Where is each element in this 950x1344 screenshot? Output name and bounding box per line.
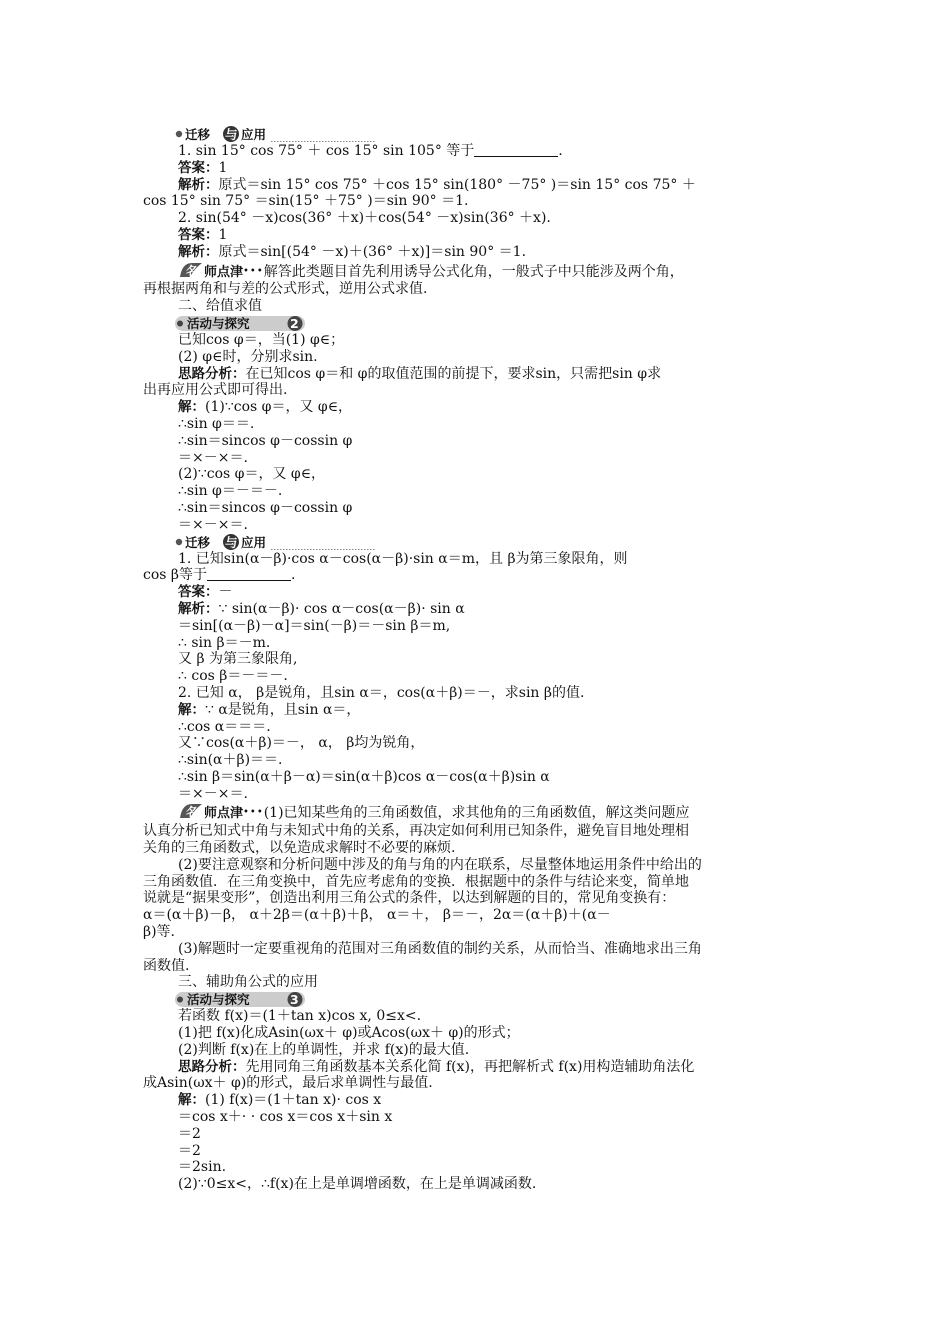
question-b2: 2. 已知 α， β是锐角，且sin α＝，cos(α＋β)＝－，求sin β的值. <box>178 684 585 701</box>
section-header-transfer-apply <box>175 126 808 143</box>
thinking-2a: 思路分析：在已知cos φ＝和 φ的取值范围的前提下，要求sin，只需把sin φ求 <box>178 365 662 382</box>
answer-1: 答案：1 <box>178 159 228 176</box>
solution-3-line3: ＝2 <box>178 1125 201 1142</box>
teacher-tip-badge <box>178 802 204 820</box>
teacher-tip-2g: α＝(α＋β)－β， α＋2β＝(α＋β)＋β， α＝＋， β＝－，2α＝(α＋β)＋(α－ <box>143 907 611 924</box>
teacher-tip-1a: 名 师点津•••解答此类题目首先利用诱导公式化角，一般式子中只能涉及两个角， <box>143 261 808 282</box>
teacher-tip-2i: (3)解题时一定要重视角的范围对三角函数值的制约关系，从而恰当、准确地求出三角 <box>178 940 702 957</box>
solution-3-line5: ＝2sin. <box>178 1159 227 1176</box>
problem-3-line1: 若函数 f(x)＝(1＋tan x)cos x, 0≤x<. <box>178 1008 422 1025</box>
teacher-tip-2f: 说就是“据果变形”，创造出利用三角公式的条件，以达到解题的目的，常见角变换有： <box>143 890 676 907</box>
analysis-b1c: ∴ sin β＝－m. <box>178 634 271 651</box>
solution-2-line1: 解：(1)∵cos φ＝，又 φ∈， <box>178 399 353 416</box>
solution-2-line6: ∴sin φ＝－＝－. <box>178 483 283 500</box>
teacher-tip-badge <box>178 261 204 279</box>
teacher-tip-2e: 三角函数值．在三角变换中，首先应考虑角的变换．根据题中的条件与结论来变，简单地 <box>143 873 689 890</box>
thinking-3b: 成Asin(ωx＋ φ)的形式，最后求单调性与最值. <box>143 1075 433 1092</box>
svg-text:名: 名 <box>186 805 199 820</box>
problem-3-line3: (2)判断 f(x)在上的单调性，并求 f(x)的最大值. <box>178 1041 470 1058</box>
solution-3-line2: ＝cos x＋· · cos x＝cos x＋sin x <box>178 1109 393 1126</box>
teacher-tip-1b: 再根据两角和与差的公式形式，逆用公式求值. <box>143 281 428 298</box>
problem-2-line2: (2) φ∈时，分别求sin. <box>178 348 318 365</box>
solution-2-line2: ∴sin φ＝＝. <box>178 415 255 432</box>
header-text-left: 迁移 <box>185 127 211 142</box>
analysis-1a: 解析：原式＝sin 15° cos 75° ＋cos 15° sin(180° －75° )＝sin 15° cos 75° ＋ <box>178 176 696 193</box>
teacher-tip-2h: β)等. <box>143 924 176 941</box>
solution-2-line8: ＝×－×＝. <box>178 516 248 533</box>
part-3-heading: 三、辅助角公式的应用 <box>178 974 318 991</box>
question-1: 1. sin 15° cos 75° ＋ cos 15° sin 105° 等于 . <box>178 143 563 159</box>
analysis-b1a: 解析：∵ sin(α－β)· cos α－cos(α－β)· sin α <box>178 600 465 617</box>
teacher-tip-2a: 名 师点津•••(1)已知某些角的三角函数值，求其他角的三角函数值，解这类问题应 <box>143 802 808 823</box>
solution-2-line3: ∴sin＝sincos φ－cossin φ <box>178 432 353 449</box>
part-2-heading: 二、给值求值 <box>178 298 262 315</box>
analysis-b1e: ∴ cos β＝－＝－. <box>178 668 288 685</box>
solution-3-line4: ＝2 <box>178 1142 201 1159</box>
question-b1b: cos β等于 . <box>143 567 296 584</box>
solution-3-line6: (2)∵0≤x<，∴f(x)在上是单调增函数，在上是单调减函数. <box>178 1176 537 1193</box>
answer-b1: 答案：－ <box>178 584 233 601</box>
header-text-right: 应用 <box>241 127 267 142</box>
teacher-tip-2d: (2)要注意观察和分析问题中涉及的角与角的内在联系，尽量整体地运用条件中给出的 <box>178 856 702 873</box>
section-header-transfer-apply-2: 迁移 与 应用 <box>175 534 808 551</box>
teacher-tip-2b: 认真分析已知式中角与未知式中角的关系，再决定如何利用已知条件，避免盲目地处理相 <box>143 823 689 840</box>
svg-text:名: 名 <box>186 263 199 278</box>
solution-b2c: 又∵cos(α＋β)＝－， α， β均为锐角， <box>178 735 425 752</box>
header-badge: 与 <box>225 127 238 142</box>
solution-b2d: ∴sin(α＋β)＝＝. <box>178 752 283 769</box>
document-page <box>143 126 808 1193</box>
question-b1a: 1. 已知sin(α－β)·cos α－cos(α－β)·sin α＝m，且 β为第三象限角，则 <box>178 550 628 567</box>
activity-header-2: 活动与探究 2 <box>175 315 808 332</box>
question-2: 2. sin(54° －x)cos(36° ＋x)＋cos(54° －x)sin(36° ＋x). <box>178 210 551 227</box>
teacher-tip-2j: 函数值. <box>143 957 190 974</box>
analysis-2: 解析：原式＝sin[(54° －x)＋(36° ＋x)]＝sin 90° ＝1. <box>178 243 527 260</box>
problem-3-line2: (1)把 f(x)化成Asin(ωx＋ φ)或Acos(ωx＋ φ)的形式； <box>178 1025 520 1042</box>
solution-3-line1: 解：(1) f(x)＝(1＋tan x)· cos x <box>178 1092 382 1109</box>
solution-2-line4: ＝×－×＝. <box>178 449 248 466</box>
solution-b2e: ∴sin β＝sin(α＋β－α)＝sin(α＋β)cos α－cos(α＋β)sin α <box>178 768 550 785</box>
solution-2-line5: (2)∵cos φ＝，又 φ∈， <box>178 466 326 483</box>
activity-header-3: 活动与探究 3 <box>175 991 808 1008</box>
thinking-2b: 出再应用公式即可得出. <box>143 382 288 399</box>
analysis-b1b: ＝sin[(α－β)－α]＝sin(－β)＝－sin β＝m, <box>178 617 451 634</box>
analysis-1b: cos 15° sin 75° ＝sin(15° ＋75° )＝sin 90° ＝1. <box>143 193 469 210</box>
solution-b2f: ＝×－×＝. <box>178 785 248 802</box>
solution-b2a: 解：∵ α是锐角，且sin α＝， <box>178 701 361 718</box>
solution-b2b: ∴cos α＝＝＝. <box>178 718 271 735</box>
teacher-tip-2c: 关角的三角函数式，以免造成求解时不必要的麻烦. <box>143 840 456 857</box>
analysis-b1d: 又 β 为第三象限角, <box>178 651 298 668</box>
problem-2-line1: 已知cos φ＝，当(1) φ∈； <box>178 331 345 348</box>
thinking-3a: 思路分析：先用同角三角函数基本关系化简 f(x)，再把解析式 f(x)用构造辅助角法化 <box>178 1058 695 1075</box>
solution-2-line7: ∴sin＝sincos φ－cossin φ <box>178 499 353 516</box>
answer-2: 答案：1 <box>178 226 228 243</box>
